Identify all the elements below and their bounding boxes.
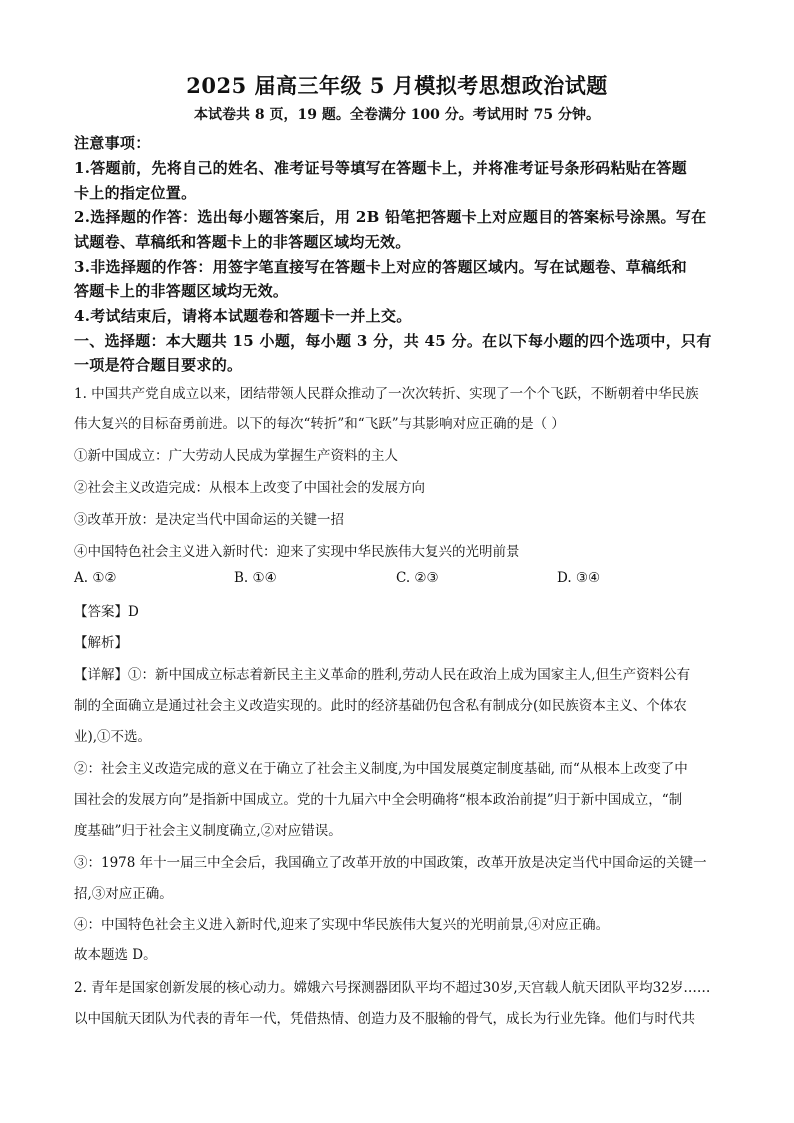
q1-stem-cont: 伟大复兴的目标奋勇前进。以下的每次“转折”和“飞跃”与其影响对应正确的是（ ）	[74, 416, 565, 432]
q1-answer: 【答案】D	[74, 604, 139, 620]
notice-line: 1.答题前，先将自己的姓名、准考证号等填写在答题卡上，并将准考证号条形码粘贴在答题	[74, 159, 687, 177]
q1-analysis-line: ②：社会主义改造完成的意义在于确立了社会主义制度,为中国发展奠定制度基础, 而“从根本上改变了中	[74, 761, 688, 777]
notice-line: 4.考试结束后，请将本试题卷和答题卡一并上交。	[74, 307, 412, 325]
q1-analysis-line: 故本题选 D。	[74, 947, 157, 963]
q1-item: ①新中国成立：广大劳动人民成为掌握生产资料的主人	[74, 448, 398, 464]
q1-item: ②社会主义改造完成：从根本上改变了中国社会的发展方向	[74, 480, 425, 496]
q1-option-a: A. ①②	[74, 570, 117, 586]
q1-analysis-line: 度基础”归于社会主义制度确立,②对应错误。	[74, 823, 342, 839]
q1-analysis-label: 【解析】	[74, 635, 128, 651]
q1-option-b: B. ①④	[234, 570, 277, 586]
q1-option-d: D. ③④	[557, 570, 601, 586]
q1-analysis-line: 【详解】①：新中国成立标志着新民主主义革命的胜利,劳动人民在政治上成为国家主人,但生产资料公有	[74, 667, 691, 683]
q1-analysis-line: 国社会的发展方向”是指新中国成立。党的十九届六中全会明确将“根本政治前提”归于新中国成立，“制	[74, 792, 683, 808]
q1-option-c: C. ②③	[396, 570, 439, 586]
q1-analysis-line: ④：中国特色社会主义进入新时代,迎来了实现中华民族伟大复兴的光明前景,④对应正确。	[74, 917, 610, 933]
q1-analysis-line: 制的全面确立是通过社会主义改造实现的。此时的经济基础仍包含私有制成分(如民族资本主义、个体农	[74, 698, 687, 714]
q1-stem: 1. 中国共产党自成立以来，团结带领人民群众推动了一次次转折、实现了一个个飞跃，不断朝着中华民族	[74, 386, 699, 402]
notice-line: 试题卷、草稿纸和答题卡上的非答题区域均无效。	[74, 233, 411, 251]
q1-item: ④中国特色社会主义进入新时代：迎来了实现中华民族伟大复兴的光明前景	[74, 544, 520, 560]
notice-line: 卡上的指定位置。	[74, 184, 197, 202]
q1-analysis-line: 招,③对应正确。	[74, 886, 173, 902]
q1-analysis-line: ③：1978 年十一届三中全会后，我国确立了改革开放的中国政策，改革开放是决定当代中国命运的关键一	[74, 855, 707, 871]
notice-line: 答题卡上的非答题区域均无效。	[74, 282, 289, 300]
page-title: 2025 届高三年级 5 月模拟考思想政治试题	[186, 73, 608, 98]
q1-analysis-line: 业),①不选。	[74, 729, 152, 745]
q2-stem: 2. 青年是国家创新发展的核心动力。嫦娥六号探测器团队平均不超过30岁,天宫载人航天团队平均32岁……	[74, 980, 711, 996]
notice-heading: 注意事项：	[74, 134, 151, 152]
q1-item: ③改革开放：是决定当代中国命运的关键一招	[74, 512, 344, 528]
notice-line: 2.选择题的作答：选出每小题答案后，用 2B 铅笔把答题卡上对应题目的答案标号涂黑。写在	[74, 208, 707, 226]
section-heading-cont: 一项是符合题目要求的。	[74, 356, 243, 374]
exam-info: 本试卷共 8 页，19 题。全卷满分 100 分。考试用时 75 分钟。	[193, 107, 601, 123]
section-heading: 一、选择题：本大题共 15 小题，每小题 3 分，共 45 分。在以下每小题的四个选项中，只有	[74, 332, 712, 350]
notice-line: 3.非选择题的作答：用签字笔直接写在答题卡上对应的答题区域内。写在试题卷、草稿纸和	[74, 258, 687, 276]
q2-stem-cont: 以中国航天团队为代表的青年一代，凭借热情、创造力及不服输的骨气，成长为行业先锋。他们与时代共	[74, 1011, 695, 1027]
